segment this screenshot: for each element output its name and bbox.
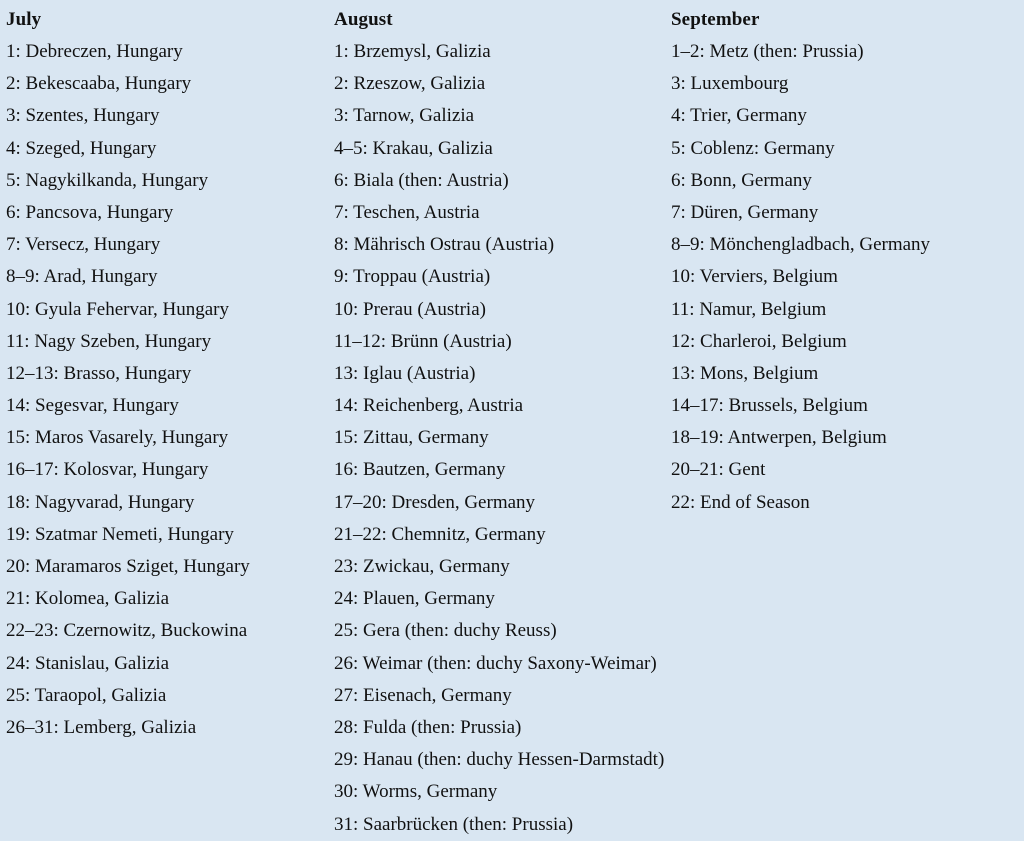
- schedule-entry: 12–13: Brasso, Hungary: [6, 362, 192, 384]
- september-column: [671, 4, 1021, 519]
- schedule-entry: 16–17: Kolosvar, Hungary: [6, 459, 209, 481]
- schedule-entry: 14: Segesvar, Hungary: [6, 395, 179, 417]
- schedule-entry: 10: Prerau (Austria): [334, 298, 486, 320]
- schedule-entry: 9: Troppau (Austria): [334, 266, 491, 288]
- schedule-entry: 7: Düren, Germany: [671, 201, 819, 223]
- schedule-entry: 3: Luxembourg: [671, 73, 789, 95]
- schedule-entry: 30: Worms, Germany: [334, 781, 498, 803]
- schedule-entry: 22–23: Czernowitz, Buckowina: [6, 620, 248, 642]
- schedule-entry: 15: Zittau, Germany: [334, 427, 489, 449]
- schedule-entry: 3: Tarnow, Galizia: [334, 105, 475, 127]
- schedule-entry: 1: Brzemysl, Galizia: [334, 41, 491, 62]
- schedule-entry: 8: Mährisch Ostrau (Austria): [334, 234, 555, 256]
- schedule-entry: 6: Biala (then: Austria): [334, 169, 509, 191]
- july-column: [6, 4, 326, 744]
- schedule-entry: 21–22: Chemnitz, Germany: [334, 523, 546, 545]
- schedule-entry: 13: Iglau (Austria): [334, 362, 476, 384]
- schedule-entry: 5: Nagykilkanda, Hungary: [6, 169, 209, 191]
- schedule-entry: 31: Saarbrücken (then: Prussia): [334, 813, 574, 835]
- schedule-entry: 25: Gera (then: duchy Reuss): [334, 620, 557, 642]
- schedule-entry: 19: Szatmar Nemeti, Hungary: [6, 523, 234, 545]
- schedule-entry: 7: Teschen, Austria: [334, 201, 480, 223]
- schedule-entry: 2: Bekescaaba, Hungary: [6, 73, 192, 95]
- schedule-entry: 10: Verviers, Belgium: [671, 266, 838, 288]
- july-entries: [6, 36, 326, 744]
- schedule-entry: 13: Mons, Belgium: [671, 362, 819, 384]
- schedule-entry: 24: Plauen, Germany: [334, 588, 495, 610]
- schedule-entry: 4: Szeged, Hungary: [6, 137, 157, 159]
- schedule-entry: 1: Debreczen, Hungary: [6, 41, 183, 62]
- september-entries: [671, 36, 1021, 519]
- schedule-entry: 4–5: Krakau, Galizia: [334, 137, 493, 159]
- september-heading: September: [671, 9, 760, 30]
- schedule-entry: 20–21: Gent: [671, 459, 766, 481]
- schedule-entry: 11–12: Brünn (Austria): [334, 330, 512, 352]
- schedule-entry: 2: Rzeszow, Galizia: [334, 73, 486, 95]
- schedule-entry: 25: Taraopol, Galizia: [6, 684, 167, 706]
- schedule-entry: 18: Nagyvarad, Hungary: [6, 491, 195, 513]
- schedule-entry: 8–9: Mönchengladbach, Germany: [671, 234, 931, 256]
- schedule-entry: 10: Gyula Fehervar, Hungary: [6, 298, 229, 320]
- schedule-entry: 7: Versecz, Hungary: [6, 234, 161, 256]
- schedule-entry: 14: Reichenberg, Austria: [334, 395, 524, 417]
- schedule-entry: 11: Namur, Belgium: [671, 298, 827, 320]
- august-heading: August: [334, 9, 393, 30]
- schedule-entry: 28: Fulda (then: Prussia): [334, 716, 522, 738]
- schedule-entry: 18–19: Antwerpen, Belgium: [671, 427, 887, 449]
- schedule-entry: 8–9: Arad, Hungary: [6, 266, 158, 288]
- schedule-entry: 4: Trier, Germany: [671, 105, 807, 127]
- schedule-entry: 29: Hanau (then: duchy Hessen-Darmstadt): [334, 749, 665, 771]
- schedule-entry: 23: Zwickau, Germany: [334, 556, 510, 577]
- august-column: [334, 4, 664, 841]
- schedule-entry: 6: Bonn, Germany: [671, 169, 812, 191]
- schedule-entry: 3: Szentes, Hungary: [6, 105, 160, 127]
- schedule-entry: 20: Maramaros Sziget, Hungary: [6, 556, 250, 577]
- schedule-entry: 15: Maros Vasarely, Hungary: [6, 427, 229, 449]
- schedule-entry: 22: End of Season: [671, 491, 810, 513]
- schedule-entry: 27: Eisenach, Germany: [334, 684, 512, 706]
- schedule-entry: 26: Weimar (then: duchy Saxony-Weimar): [334, 652, 657, 674]
- schedule-entry: 21: Kolomea, Galizia: [6, 588, 170, 610]
- schedule-entry: 26–31: Lemberg, Galizia: [6, 716, 197, 738]
- schedule-entry: 16: Bautzen, Germany: [334, 459, 506, 481]
- schedule-entry: 11: Nagy Szeben, Hungary: [6, 330, 212, 352]
- schedule-entry: 1–2: Metz (then: Prussia): [671, 41, 864, 62]
- july-heading: July: [6, 9, 42, 30]
- schedule-entry: 17–20: Dresden, Germany: [334, 491, 536, 513]
- august-entries: [334, 36, 664, 841]
- schedule-entry: 6: Pancsova, Hungary: [6, 201, 174, 223]
- schedule-entry: 14–17: Brussels, Belgium: [671, 395, 868, 417]
- schedule-entry: 5: Coblenz: Germany: [671, 137, 835, 159]
- schedule-entry: 12: Charleroi, Belgium: [671, 330, 847, 352]
- schedule-entry: 24: Stanislau, Galizia: [6, 652, 170, 674]
